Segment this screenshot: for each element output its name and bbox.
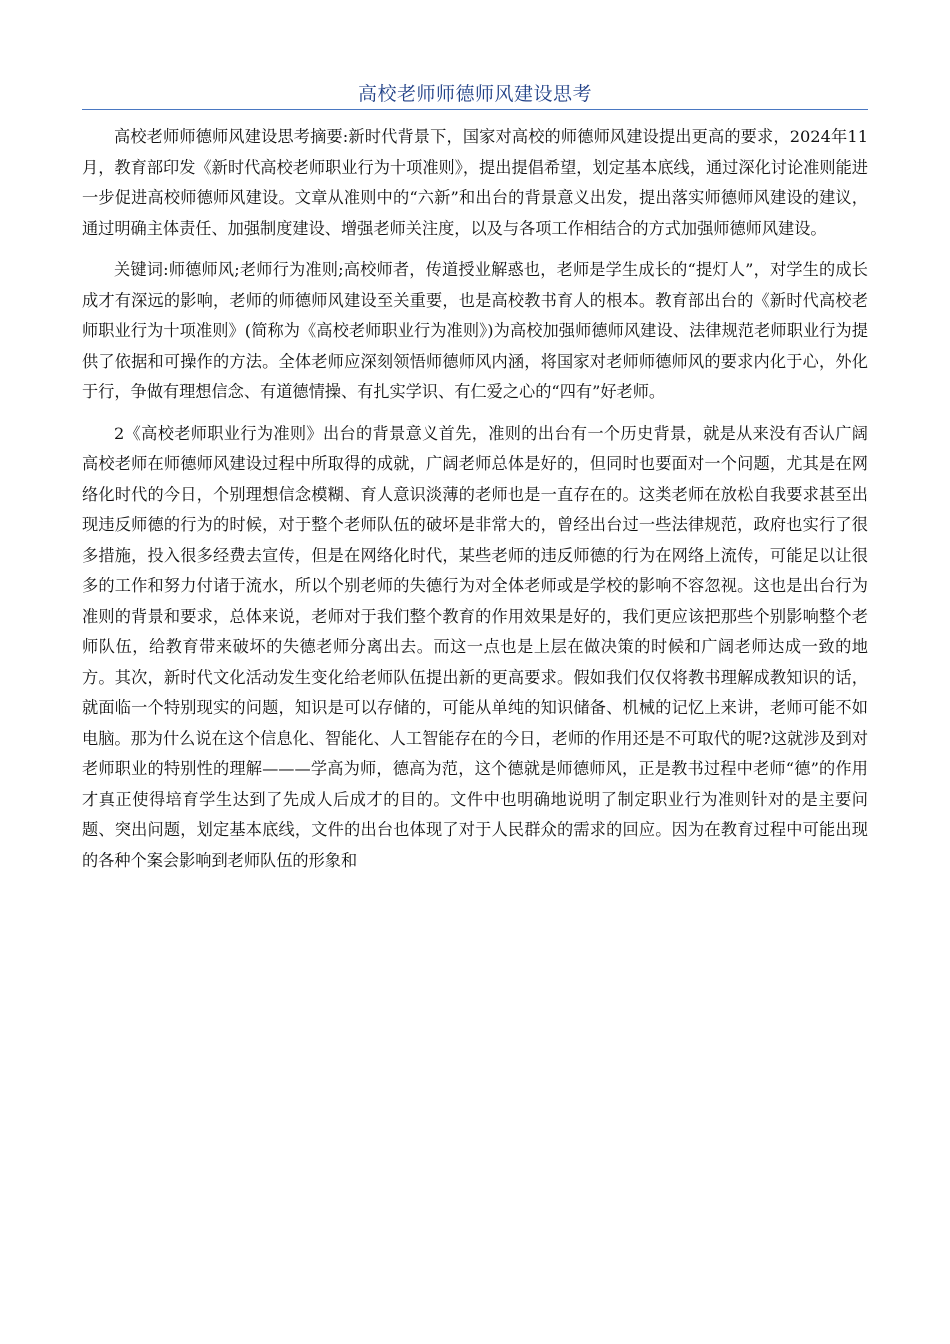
- abstract-paragraph: 高校老师师德师风建设思考摘要:新时代背景下，国家对高校的师德师风建设提出更高的要求，2024年11月，教育部印发《新时代高校老师职业行为十项准则》，提出提倡希望，划定基本底线，通过深化讨论准则能进一步促进高校师德师风建设。文章从准则中的“六新”和出台的背景意义出发，提出落实师德师风建设的建议，通过明确主体责任、加强制度建设、增强老师关注度，以及与各项工作相结合的方式加强师德师风建设。: [82, 127, 868, 238]
- title-underline: [82, 109, 868, 110]
- document-body: [82, 122, 868, 876]
- section-2-paragraph: 2《高校老师职业行为准则》出台的背景意义首先，准则的出台有一个历史背景，就是从来没有否认广阔高校老师在师德师风建设过程中所取得的成就，广阔老师总体是好的，但同时也要面对一个问题，尤其是在网络化时代的今日，个别理想信念模糊、育人意识淡薄的老师也是一直存在的。这类老师在放松自我要求甚至出现违反师德的行为的时候，对于整个老师队伍的破坏是非常大的，曾经出台过一些法律规范，政府也实行了很多措施，投入很多经费去宣传，但是在网络化时代，某些老师的违反师德的行为在网络上流传，可能足以让很多的工作和努力付诸于流水，所以个别老师的失德行为对全体老师或是学校的影响不容忽视。这也是出台行为准则的背景和要求，总体来说，老师对于我们整个教育的作用效果是好的，我们更应该把那些个别影响整个老师队伍，给教育带来破坏的失德老师分离出去。而这一点也是上层在做决策的时候和广阔老师达成一致的地方。其次，新时代文化活动发生变化给老师队伍提出新的更高要求。假如我们仅仅将教书理解成教知识的话，就面临一个特别现实的问题，知识是可以存储的，可能从单纯的知识储备、机械的记忆上来讲，老师可能不如电脑。那为什么说在这个信息化、智能化、人工智能存在的今日，老师的作用还是不可取代的呢?这就涉及到对老师职业的特别性的理解———学高为师，德高为范，这个德就是师德师风，正是教书过程中老师“德”的作用才真正使得培育学生达到了先成人后成才的目的。文件中也明确地说明了制定职业行为准则针对的是主要问题、突出问题，划定基本底线，文件的出台也体现了对于人民群众的需求的回应。因为在教育过程中可能出现的各种个案会影响到老师队伍的形象和: [82, 423, 868, 870]
- document-title: 高校老师师德师风建设思考: [357, 83, 592, 105]
- keywords-paragraph: 关键词:师德师风;老师行为准则;高校师者，传道授业解惑也，老师是学生成长的“提灯人”，对学生的成长成才有深远的影响，老师的师德师风建设至关重要，也是高校教书育人的根本。教育部出台的《新时代高校老师职业行为十项准则》(简称为《高校老师职业行为准则》)为高校加强师德师风建设、法律规范老师职业行为提供了依据和可操作的方法。全体老师应深刻领悟师德师风内涵，将国家对老师师德师风的要求内化于心，外化于行，争做有理想信念、有道德情操、有扎实学识、有仁爱之心的“四有”好老师。: [82, 260, 868, 401]
